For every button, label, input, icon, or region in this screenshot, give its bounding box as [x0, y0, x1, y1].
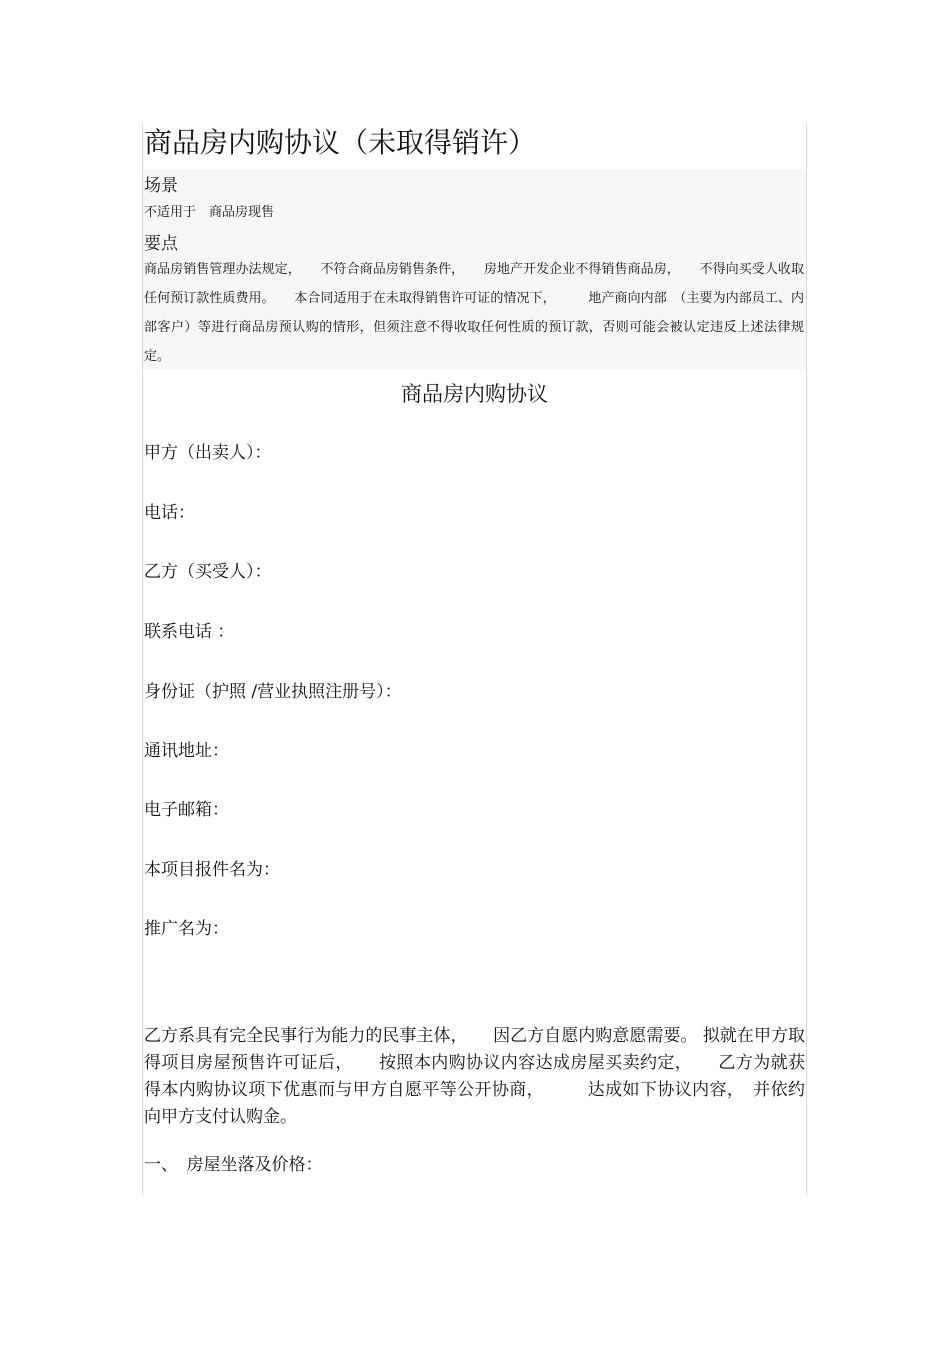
email-field: 电子邮箱：: [144, 800, 229, 820]
page-right-border: [806, 123, 807, 1195]
key-points-heading: 要点: [144, 234, 178, 254]
promotion-name-field: 推广名为：: [144, 919, 229, 939]
address-field: 通讯地址：: [144, 741, 229, 761]
id-number-field: 身份证（护照 /营业执照注册号）：: [144, 682, 402, 702]
section-1-heading: 一、 房屋坐落及价格：: [144, 1155, 323, 1175]
document-page: [143, 123, 806, 1195]
contact-phone-field: 联系电话 ：: [144, 622, 235, 642]
intro-paragraph: 乙方系具有完全民事行为能力的民事主体， 因乙方自愿内购意愿需要。 拟就在甲方取得项目房屋预售许可证后， 按照本内购协议内容达成房屋买卖约定， 乙方为就获得本内购协议项下优惠而与甲方自愿平等公开协商， 达成如下协议内容， 并依约向甲方支付认购金。: [144, 1026, 805, 1127]
party-a-field: 甲方（出卖人）：: [144, 443, 272, 463]
agreement-title: 商品房内购协议: [401, 382, 548, 406]
scenario-box: [143, 169, 806, 369]
party-b-field: 乙方（买受人）：: [144, 562, 272, 582]
document-title: 商品房内购协议（未取得销许）: [144, 126, 537, 159]
project-filing-name-field: 本项目报件名为：: [144, 860, 280, 880]
phone-field: 电话：: [144, 503, 195, 523]
scenario-heading: 场景: [144, 176, 178, 196]
key-points-text: 商品房销售管理办法规定， 不符合商品房销售条件， 房地产开发企业不得销售商品房， 不得向买受人收取任何预订款性质费用。 本合同适用于在未取得销售许可证的情况下， 地产商向内部 （主要为内部员工、内部客户）等进行商品房预认购的情形，但须注意不得收取任何性质的预订款，否则可能会被认定违反上述法律规定。: [144, 262, 804, 364]
scenario-text: 不适用于 商品房现售: [144, 205, 275, 220]
